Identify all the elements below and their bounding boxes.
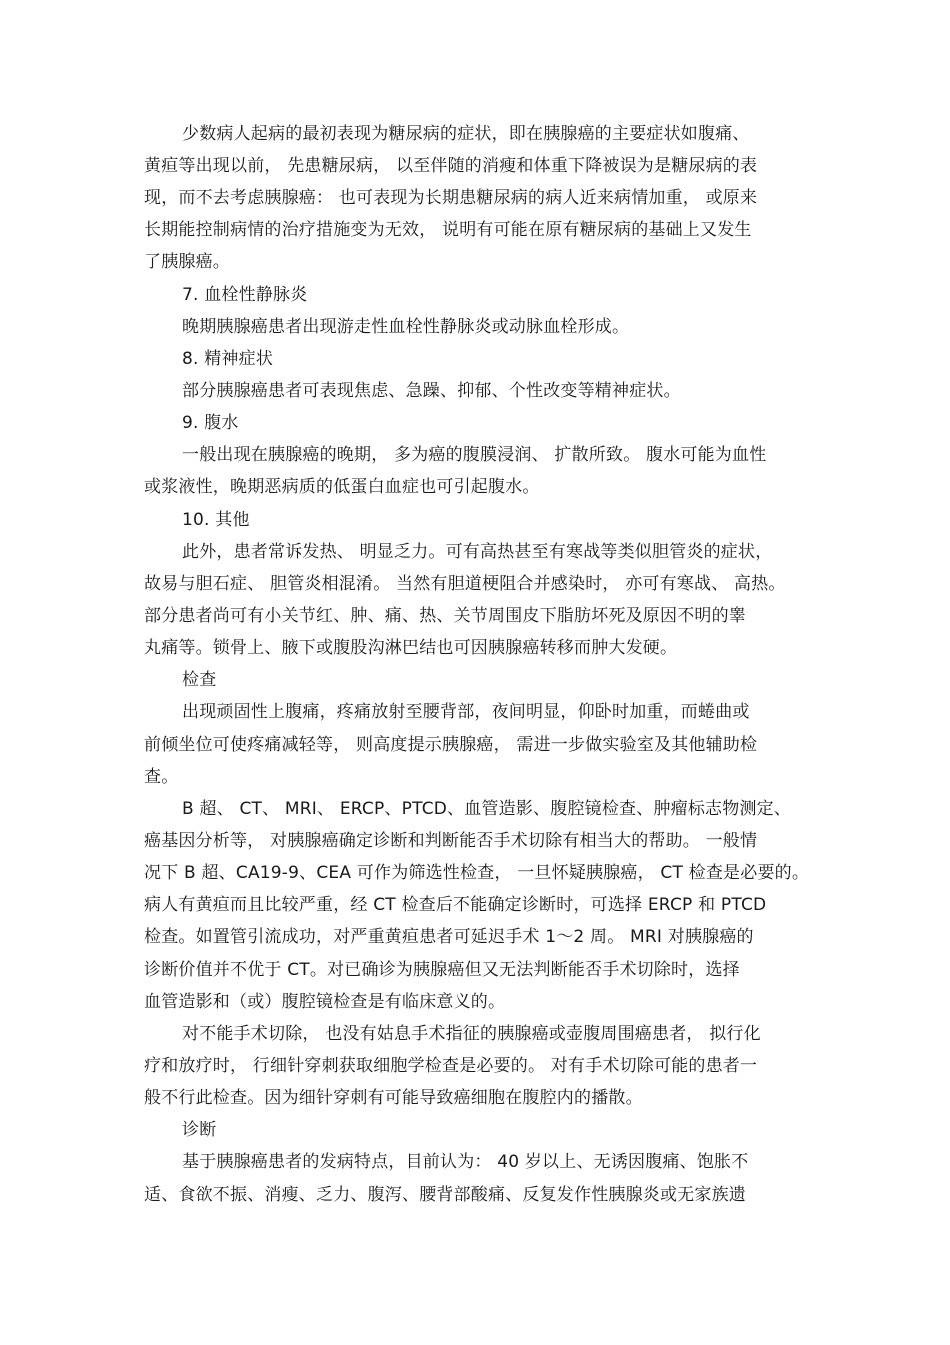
text-line: 况下 B 超、CA19-9、CEA 可作为筛选性检查， 一旦怀疑胰腺癌， CT 检查是必要的。 [144, 863, 810, 883]
text-line: 出现顽固性上腹痛，疼痛放射至腰背部，夜间明显，仰卧时加重，而蜷曲或 [182, 702, 750, 722]
text-line: 般不行此检查。因为细针穿刺有可能导致癌细胞在腹腔内的播散。 [144, 1088, 643, 1108]
text-line: 了胰腺癌。 [144, 252, 230, 272]
text-line: 检查。如置管引流成功，对严重黄疸患者可延迟手术 1～2 周。 MRI 对胰腺癌的 [144, 927, 754, 947]
section-heading: 10. 其他 [182, 510, 250, 530]
text-line: 一般出现在胰腺癌的晚期， 多为癌的腹膜浸润、 扩散所致。 腹水可能为血性 [182, 445, 767, 465]
text-line: 基于胰腺癌患者的发病特点，目前认为： 40 岁以上、无诱因腹痛、饱胀不 [182, 1152, 749, 1172]
text-line: 少数病人起病的最初表现为糖尿病的症状，即在胰腺癌的主要症状如腹痛、 [182, 124, 750, 144]
text-line: 疗和放疗时， 行细针穿刺获取细胞学检查是必要的。 对有手术切除可能的患者一 [144, 1056, 758, 1076]
text-line: 前倾坐位可使疼痛减轻等， 则高度提示胰腺癌， 需进一步做实验室及其他辅助检 [144, 735, 758, 755]
text-line: 此外，患者常诉发热、 明显乏力。可有高热甚至有寒战等类似胆管炎的症状， [182, 542, 773, 562]
text-line: 血管造影和（或）腹腔镜检查是有临床意义的。 [144, 992, 506, 1012]
section-heading: 8. 精神症状 [182, 349, 274, 369]
text-line: 适、食欲不振、消瘦、乏力、腹泻、腰背部酸痛、反复发作性胰腺炎或无家族遗 [144, 1185, 746, 1205]
text-line: 查。 [144, 767, 179, 787]
section-heading: 检查 [182, 670, 217, 690]
section-heading: 诊断 [182, 1120, 217, 1140]
text-line: 晚期胰腺癌患者出现游走性血栓性静脉炎或动脉血栓形成。 [182, 317, 630, 337]
text-line: 丸痛等。锁骨上、腋下或腹股沟淋巴结也可因胰腺癌转移而肿大发硬。 [144, 638, 678, 658]
text-line: 诊断价值并不优于 CT。对已确诊为胰腺癌但又无法判断能否手术切除时，选择 [144, 960, 740, 980]
text-line: 黄疸等出现以前， 先患糖尿病， 以至伴随的消瘦和体重下降被误为是糖尿病的表 [144, 156, 758, 176]
text-line: 故易与胆石症、 胆管炎相混淆。 当然有胆道梗阻合并感染时， 亦可有寒战、 高热。 [144, 574, 786, 594]
text-line: 癌基因分析等， 对胰腺癌确定诊断和判断能否手术切除有相当大的帮助。 一般情 [144, 831, 758, 851]
section-heading: 7. 血栓性静脉炎 [182, 285, 308, 305]
text-line: 长期能控制病情的治疗措施变为无效， 说明有可能在原有糖尿病的基础上又发生 [144, 220, 752, 240]
text-line: 部分患者尚可有小关节红、肿、痛、热、关节周围皮下脂肪坏死及原因不明的睾 [144, 606, 746, 626]
text-line: 现，而不去考虑胰腺癌： 也可表现为长期患糖尿病的病人近来病情加重， 或原来 [144, 188, 758, 208]
text-line: B 超、 CT、 MRI、 ERCP、PTCD、血管造影、腹腔镜检查、肿瘤标志物测定、 [182, 799, 792, 819]
section-heading: 9. 腹水 [182, 413, 239, 433]
text-line: 或浆液性，晚期恶病质的低蛋白血症也可引起腹水。 [144, 477, 540, 497]
text-line: 部分胰腺癌患者可表现焦虑、急躁、抑郁、个性改变等精神症状。 [182, 381, 681, 401]
text-line: 病人有黄疸而且比较严重，经 CT 检查后不能确定诊断时，可选择 ERCP 和 PTCD [144, 895, 767, 915]
text-line: 对不能手术切除， 也没有姑息手术指征的胰腺癌或壶腹周围癌患者， 拟行化 [182, 1024, 761, 1044]
